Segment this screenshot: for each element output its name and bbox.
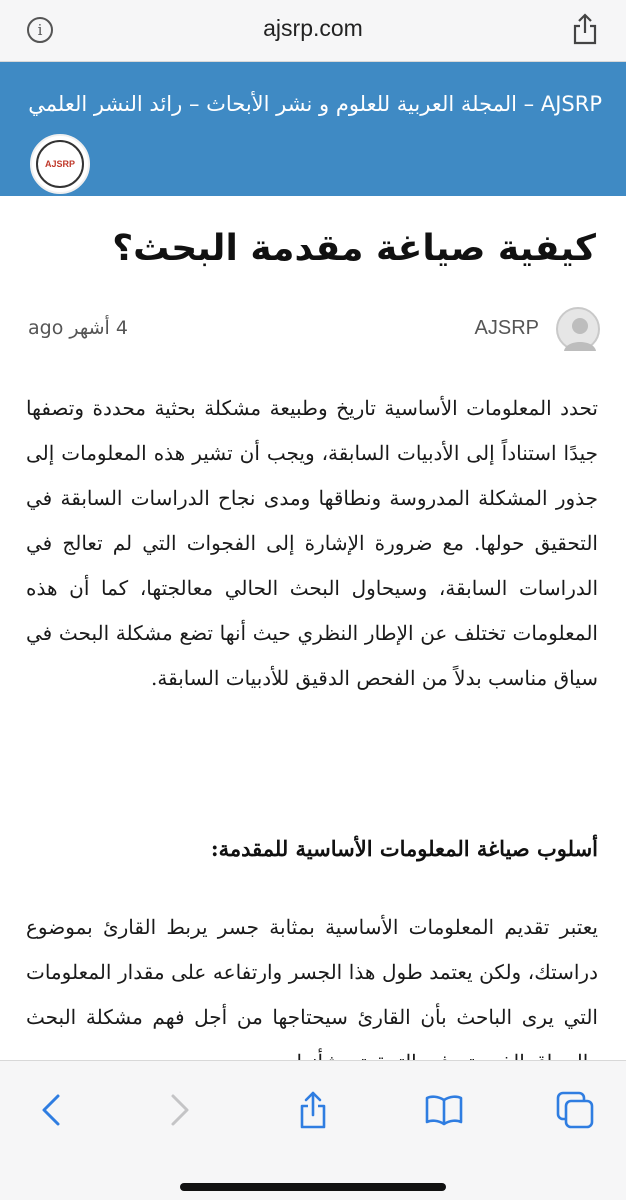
browser-toolbar — [0, 1060, 626, 1200]
home-indicator[interactable] — [180, 1183, 446, 1191]
book-icon[interactable] — [419, 1085, 469, 1135]
site-logo[interactable] — [30, 134, 90, 194]
tabs-icon[interactable] — [550, 1085, 600, 1135]
browser-address-bar[interactable] — [0, 0, 626, 62]
article-paragraph: تحدد المعلومات الأساسية تاريخ وطبيعة مشكلة بحثية محددة وتصفها جيدًا استناداً إلى الأدبيات السابقة، ويجب أن تشير هذه المعلومات إلى جذور المشكلة المدروسة ونطاقها ومدى نجاح الدراسات السابقة في التحقيق حولها. مع ضرورة الإشارة إلى الفجوات التي لم تعالج في الدراسات السابقة، وسيحاول البحث الحالي معالجتها، كما أن هذه المعلومات تختلف عن الإطار النظري حيث أنها تضع مشكلة البحث في سياق مناسب بدلاً من الفحص الدقيق للأدبيات السابقة. — [26, 396, 598, 690]
url-text[interactable]: ajsrp.com — [263, 15, 363, 41]
article-meta — [0, 305, 626, 355]
section-heading: أسلوب صياغة المعلومات الأساسية للمقدمة: — [210, 836, 598, 861]
post-date: 4 أشهر ago — [28, 317, 128, 339]
site-title[interactable]: AJSRP – المجلة العربية للعلوم و نشر الأبحاث – رائد النشر العلمي — [28, 92, 602, 116]
chevron-right-icon[interactable] — [155, 1085, 205, 1135]
share-icon[interactable] — [288, 1085, 338, 1135]
info-icon[interactable]: i — [27, 17, 53, 43]
avatar[interactable] — [556, 307, 600, 351]
article-title: كيفية صياغة مقدمة البحث؟ — [112, 228, 596, 269]
logo-text: AJSRP — [36, 140, 84, 188]
author-name[interactable]: AJSRP — [474, 317, 539, 339]
article-paragraph: يعتبر تقديم المعلومات الأساسية بمثابة جسر يربط القارئ بموضوع دراستك، ولكن يعتمد طول هذا الجسر وارتفاعه على مقدار المعلومات التي يرى الباحث بأن القارئ سيحتاجها من أجل فهم مشكلة البحث — [26, 915, 598, 1029]
chevron-left-icon[interactable] — [26, 1085, 76, 1135]
share-icon[interactable] — [570, 12, 600, 46]
site-header — [0, 62, 626, 196]
